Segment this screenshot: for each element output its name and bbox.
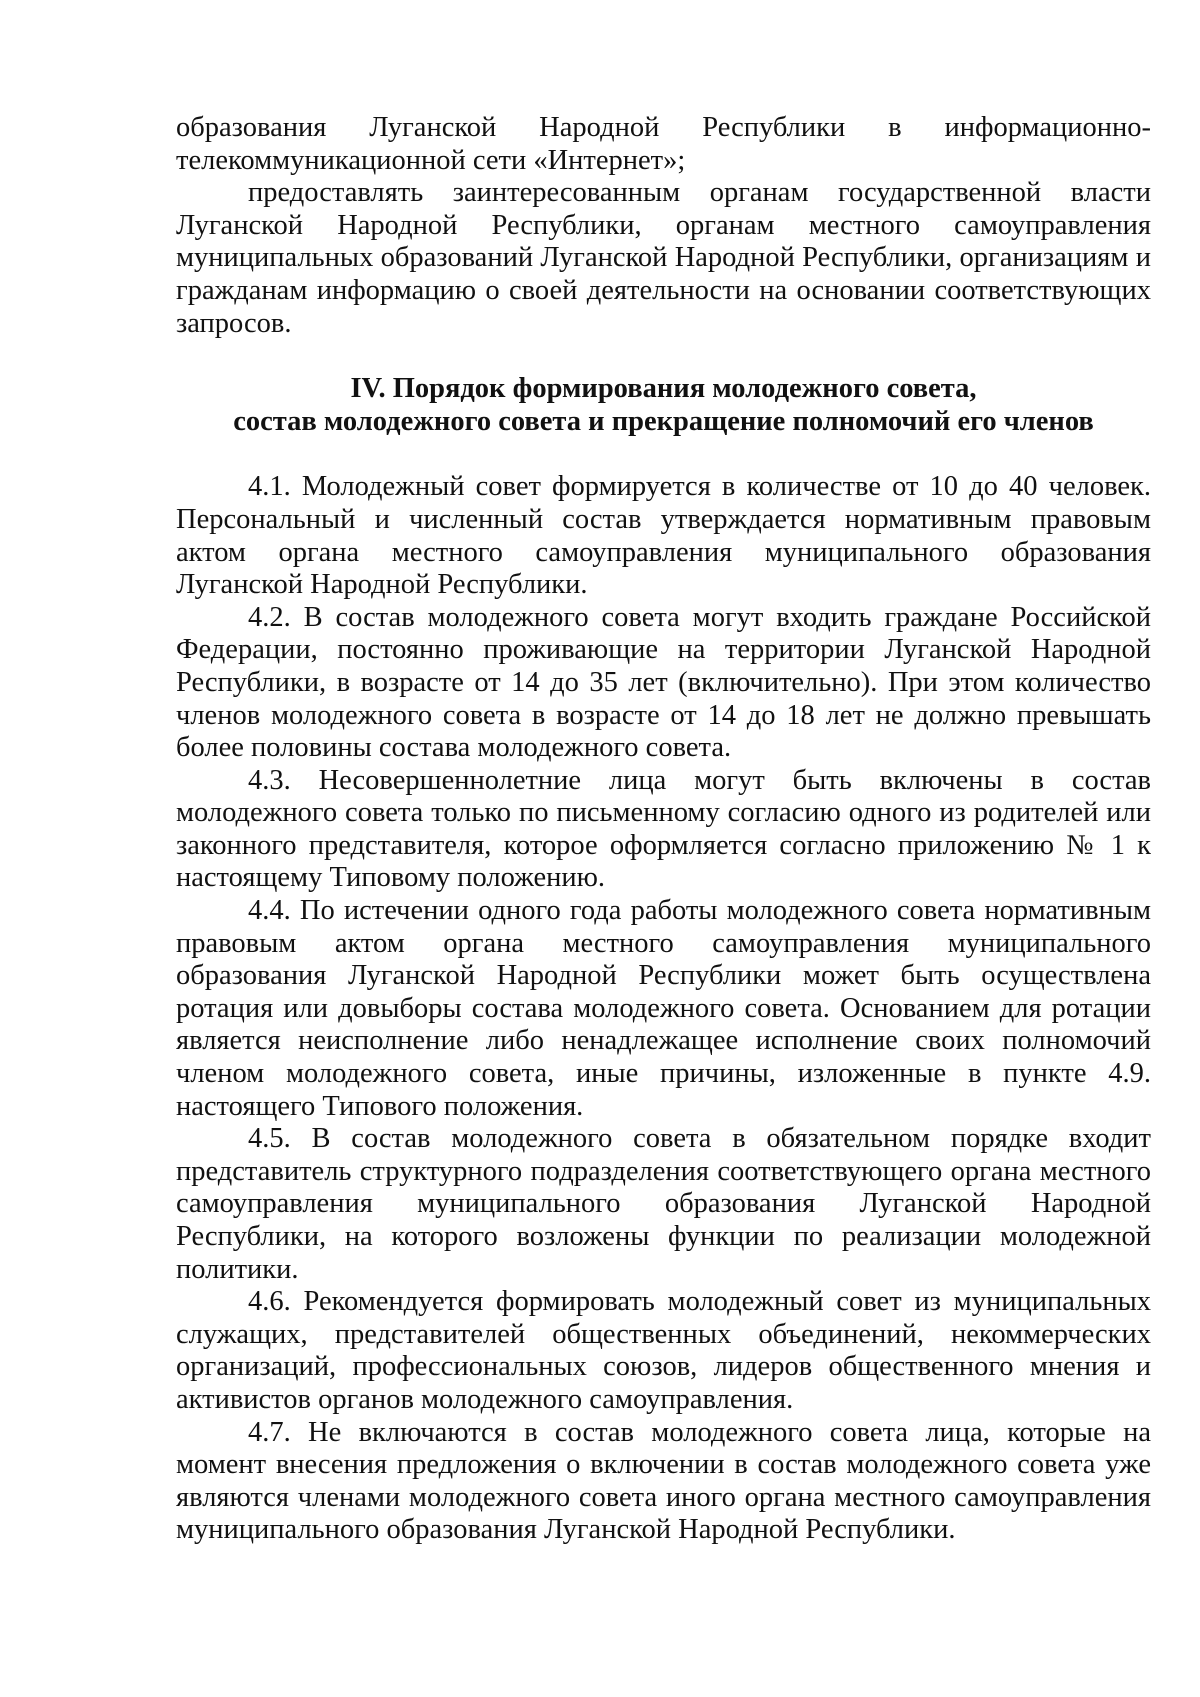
- section-heading-line-1: IV. Порядок формирования молодежного совета,: [350, 373, 977, 405]
- clause-4-2: 4.2. В состав молодежного совета могут входить граждане Российской Федерации, постоянно проживающие на территории Луганской Народной Республики, в возрасте от 14 до 35 лет (включительно). При этом количество членов молодежного совета в возрасте от 14 до 18 лет не должно превышать более половины состава молодежного совета.: [176, 601, 1151, 764]
- section-heading-line-2: состав молодежного совета и прекращение полномочий его членов: [233, 405, 1094, 437]
- section-heading: [176, 373, 1151, 438]
- clause-4-3: 4.3. Несовершеннолетние лица могут быть включены в состав молодежного совета только по письменному согласию одного из родителей или законного представителя, которое оформляется согласно приложению № 1 к настоящему Типовому положению.: [176, 764, 1151, 894]
- clause-4-5: 4.5. В состав молодежного совета в обязательном порядке входит представитель структурного подразделения соответствующего органа местного самоуправления муниципального образования Луганской Народной Республики, на которого возложены функции по реализации молодежной политики.: [176, 1123, 1151, 1285]
- clause-4-1: 4.1. Молодежный совет формируется в количестве от 10 до 40 человек. Персональный и численный состав утверждается нормативным правовым актом органа местного самоуправления муниципального образования Луганской Народной Республики.: [176, 471, 1151, 601]
- document-page: [176, 112, 1151, 1547]
- clause-4-4: 4.4. По истечении одного года работы молодежного совета нормативным правовым актом органа местного самоуправления муниципального образования Луганской Народной Республики может быть осуществлена ротация или довыборы состава молодежного совета. Основанием для ротации является неисполнение либо ненадлежащее исполнение своих полномочий членом молодежного совета, иные причины, изложенные в пункте 4.9. настоящего Типового положения.: [176, 895, 1151, 1122]
- intro-paragraph-1: образования Луганской Народной Республики в информационно-телекоммуникационной сети «Интернет»;: [176, 112, 1151, 176]
- clause-4-7: 4.7. Не включаются в состав молодежного совета лица, которые на момент внесения предложения о включении в состав молодежного совета уже являются членами молодежного совета иного органа местного самоуправления муниципального образования Луганской Народной Республики.: [176, 1416, 1151, 1546]
- intro-paragraph-2: предоставлять заинтересованным органам государственной власти Луганской Народной Республики, органам местного самоуправления муниципальных образований Луганской Народной Республики, организациям и гражданам информацию о своей деятельности на основании соответствующих запросов.: [176, 177, 1151, 339]
- clause-4-6: 4.6. Рекомендуется формировать молодежный совет из муниципальных служащих, представителей общественных объединений, некоммерческих организаций, профессиональных союзов, лидеров общественного мнения и активистов органов молодежного самоуправления.: [176, 1286, 1151, 1415]
